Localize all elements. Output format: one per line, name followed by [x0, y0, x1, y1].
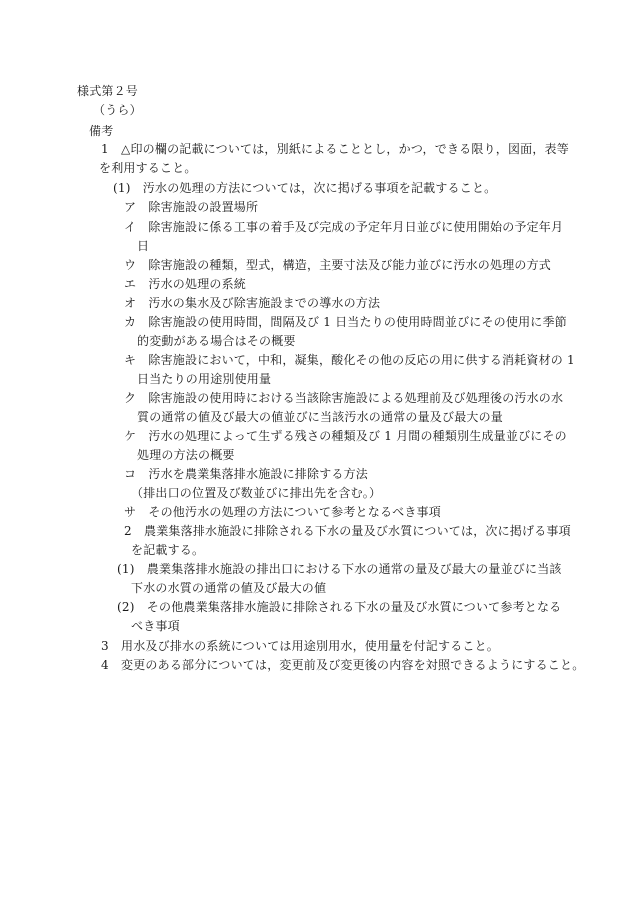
- note-3: 3 用水及び排水の系統については用途別用水，使用量を付記すること。: [101, 639, 499, 653]
- side-label: （うら）: [93, 103, 142, 117]
- note-2-sub-1-line-2: 下水の水質の通常の値及び最大の値: [131, 581, 327, 595]
- note-1-line-2: を利用すること。: [99, 161, 197, 175]
- item-e: エ 汚水の処理の系統: [124, 277, 247, 291]
- item-sa: サ その他汚水の処理の方法について参考となるべき事項: [124, 505, 441, 519]
- item-u: ウ 除害施設の種類，型式，構造，主要寸法及び能力並びに汚水の処理の方式: [124, 258, 552, 272]
- note-4: 4 変更のある部分については，変更前及び変更後の内容を対照できるようにすること。: [101, 658, 585, 672]
- subitem-1-line: (1) 汚水の処理の方法については，次に掲げる事項を記載すること。: [113, 181, 497, 195]
- form-number: 様式第２号: [77, 84, 139, 98]
- note-2-sub-2-line-2: べき事項: [131, 619, 180, 633]
- note-2-line-2: を記載する。: [131, 543, 205, 557]
- item-ke-line-2: 処理の方法の概要: [137, 448, 235, 462]
- item-ki-line-1: キ 除害施設において，中和，凝集，酸化その他の反応の用に供する消耗資材の 1: [124, 353, 575, 367]
- item-ko-line-2: （排出口の位置及び数並びに排出先を含む。）: [131, 486, 382, 500]
- note-1-line-1: 1 △印の欄の記載については，別紙によることとし，かつ，できる限り，図面，表等: [101, 142, 569, 156]
- item-i-line-2: 日: [137, 239, 150, 253]
- note-2-sub-1-line-1: (1) 農業集落排水施設の排出口における下水の通常の量及び最大の量並びに当該: [117, 562, 562, 576]
- note-2-line-1: 2 農業集落排水施設に排除される下水の量及び水質については，次に掲げる事項: [124, 524, 571, 538]
- item-ku-line-2: 質の通常の値及び最大の値並びに当該汚水の通常の量及び最大の量: [137, 410, 504, 424]
- item-ka-line-1: カ 除害施設の使用時間，間隔及び 1 日当たりの使用時間並びにその使用に季節: [124, 315, 567, 329]
- item-ka-line-2: 的変動がある場合はその概要: [137, 334, 296, 348]
- item-ko-line-1: コ 汚水を農業集落排水施設に排除する方法: [124, 467, 369, 481]
- item-ku-line-1: ク 除害施設の使用時における当該除害施設による処理前及び処理後の汚水の水: [124, 391, 564, 405]
- item-i-line-1: イ 除害施設に係る工事の着手及び完成の予定年月日並びに使用開始の予定年月: [124, 220, 564, 234]
- item-o: オ 汚水の集水及び除害施設までの導水の方法: [124, 296, 381, 310]
- note-2-sub-2-line-1: (2) その他農業集落排水施設に排除される下水の量及び水質について参考となる: [117, 600, 562, 614]
- item-ke-line-1: ケ 汚水の処理によって生ずる残さの種類及び 1 月間の種類別生成量並びにその: [124, 429, 567, 443]
- item-ki-line-2: 日当たりの用途別使用量: [137, 372, 272, 386]
- notes-heading: 備考: [89, 124, 114, 138]
- item-a: ア 除害施設の設置場所: [124, 200, 259, 214]
